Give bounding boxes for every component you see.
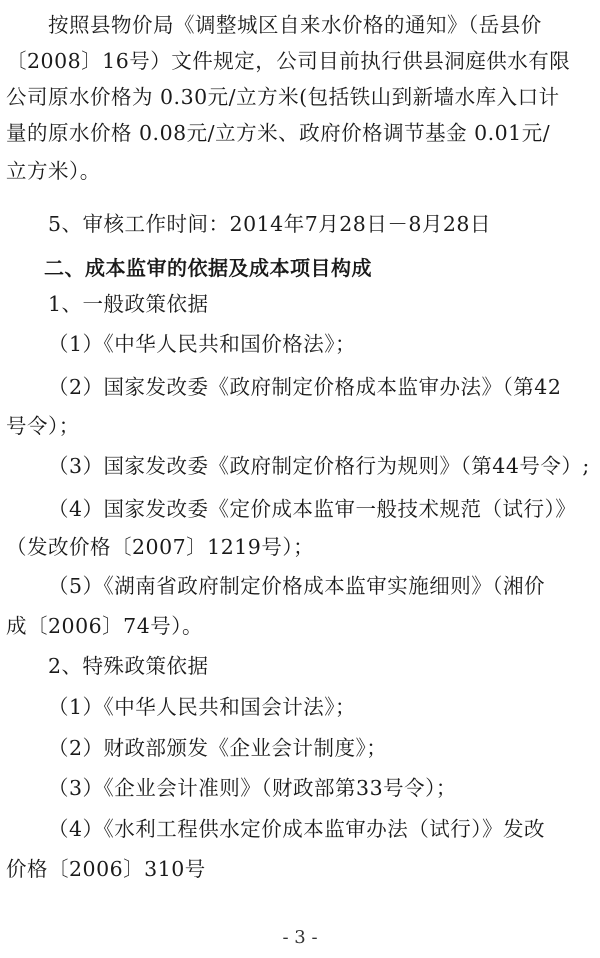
- paragraph-line: 量的原水价格 0.08元/立方米、政府价格调节基金 0.01元/: [6, 121, 551, 145]
- list-item: （2）国家发改委《政府制定价格成本监审办法》（第42: [48, 375, 562, 399]
- list-item-continuation: 号令）；: [6, 414, 80, 438]
- section-heading: 二、成本监审的依据及成本项目构成: [44, 256, 372, 280]
- list-item: （4）国家发改委《定价成本监审一般技术规范（试行）》: [48, 497, 577, 521]
- subsection-heading: 2、特殊政策依据: [48, 654, 209, 678]
- list-item-continuation: （发改价格〔2007〕1219号）；: [6, 535, 315, 559]
- list-item: （4）《水利工程供水定价成本监审办法（试行）》发改: [48, 817, 546, 841]
- list-item: （2）财政部颁发《企业会计制度》；: [48, 736, 388, 760]
- list-item: （3）国家发改委《政府制定价格行为规则》（第44号令）;: [48, 454, 590, 478]
- list-item-continuation: 价格〔2006〕310号: [6, 857, 206, 881]
- list-item-continuation: 成〔2006〕74号）。: [6, 614, 204, 638]
- subsection-heading: 1、一般政策依据: [48, 292, 209, 316]
- list-item: （1）《中华人民共和国会计法》；: [48, 695, 357, 719]
- list-item: （1）《中华人民共和国价格法》；: [48, 332, 357, 356]
- list-item: （5）《湖南省政府制定价格成本监审实施细则》（湘价: [48, 574, 546, 598]
- paragraph-line: 5、审核工作时间：2014年7月28日－8月28日: [48, 212, 491, 236]
- page-number: - 3 -: [282, 927, 318, 948]
- paragraph-line: 公司原水价格为 0.30元/立方米(包括铁山到新墙水库入口计: [6, 85, 560, 109]
- paragraph-line: 〔2008〕16号）文件规定，公司目前执行供县洞庭供水有限: [6, 49, 571, 73]
- paragraph-line: 立方米）。: [6, 159, 101, 183]
- list-item: （3）《企业会计准则》（财政部第33号令）；: [48, 776, 457, 800]
- paragraph-line: 按照县物价局《调整城区自来水价格的通知》（岳县价: [48, 13, 542, 37]
